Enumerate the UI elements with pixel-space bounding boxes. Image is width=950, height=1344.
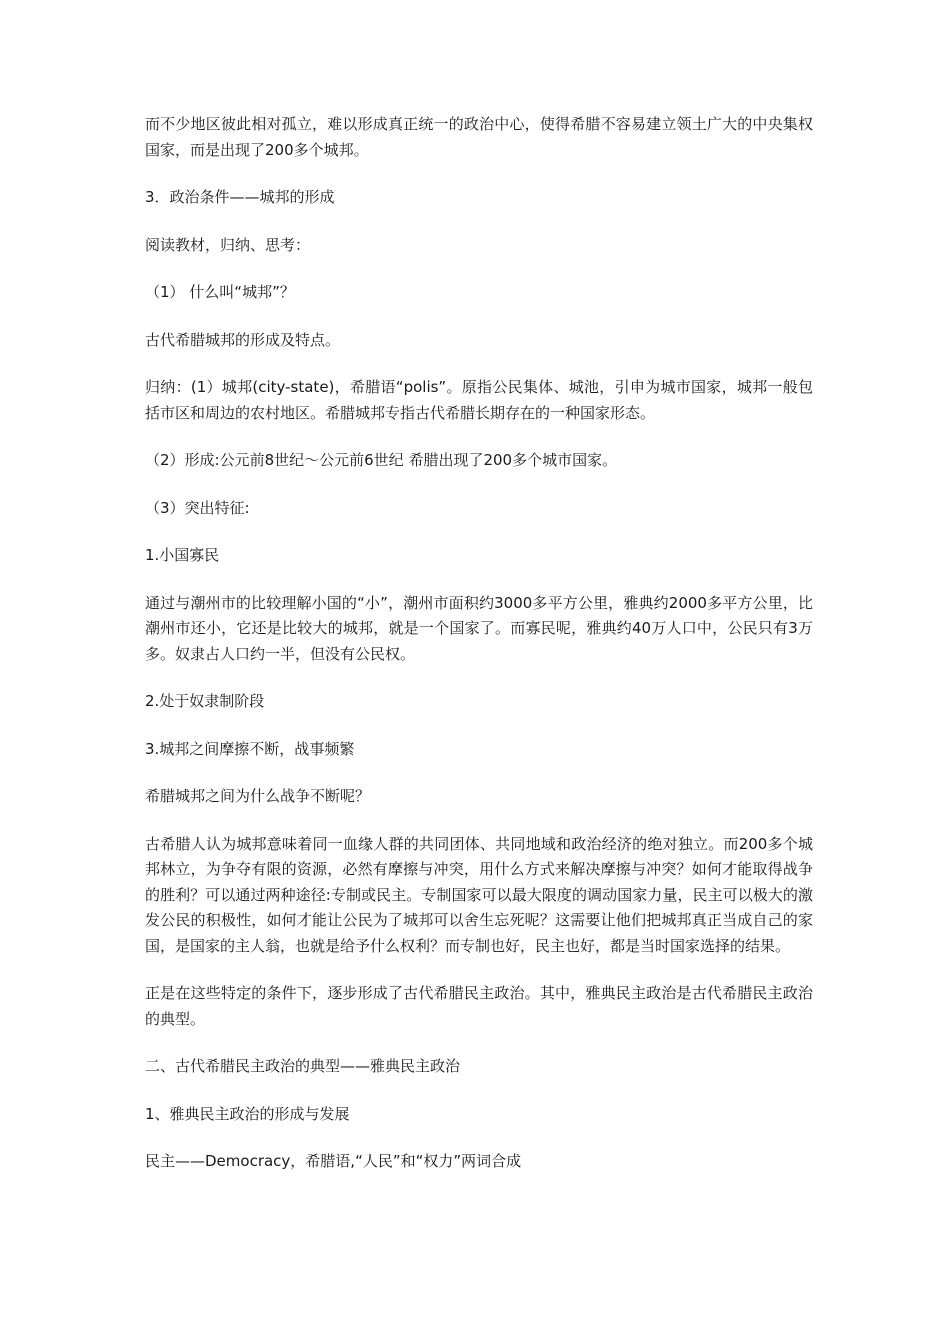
- question-what-is-city-state: （1） 什么叫“城邦”？: [145, 283, 295, 301]
- paragraph-formation-period: （2）形成:公元前8世纪～公元前6世纪 希腊出现了200多个城市国家。: [145, 451, 618, 469]
- paragraph-intro-continuation: 而不少地区彼此相对孤立，难以形成真正统一的政治中心，使得希腊不容易建立领土广大的中央集权国家，而是出现了200多个城邦。: [145, 115, 813, 159]
- paragraph-democracy-formed: 正是在这些特定的条件下，逐步形成了古代希腊民主政治。其中，雅典民主政治是古代希腊民主政治的典型。: [145, 984, 813, 1028]
- document-body: [145, 112, 813, 1197]
- feature-small-state: 1.小国寡民: [145, 546, 220, 564]
- question-why-wars: 希腊城邦之间为什么战争不断呢？: [145, 787, 371, 805]
- feature-slavery-stage: 2.处于奴隶制阶段: [145, 692, 265, 710]
- paragraph-comparison-chaozhou: 通过与潮州市的比较理解小国的“小”，潮州市面积约3000多平方公里，雅典约2000多平方公里，比潮州市还小，它还是比较大的城邦，就是一个国家了。而寡民呢，雅典约40万人口中，公民只有3万多。奴隶占人口约一半，但没有公民权。: [145, 593, 813, 663]
- paragraph-democracy-definition: 民主——Democracy，希腊语,“人民”和“权力”两词合成: [145, 1152, 522, 1170]
- subheading-formation-development: 1、雅典民主政治的形成与发展: [145, 1104, 350, 1123]
- paragraph-war-explanation: 古希腊人认为城邦意味着同一血缘人群的共同团体、共同地域和政治经济的绝对独立。而200多个城邦林立，为争夺有限的资源，必然有摩擦与冲突，用什么方式来解决摩擦与冲突？如何才能取得战争的胜利？可以通过两种途径:专制或民主。专制国家可以最大限度的调动国家力量，民主可以极大的激发公民的积极性，如何才能让公民为了城邦可以舍生忘死呢？这需要让他们把城邦真正当成自己的家国，是国家的主人翁，也就是给予什么权利？而专制也好，民主也好，都是当时国家选择的结果。: [145, 834, 813, 955]
- paragraph-key-features: （3）突出特征:: [145, 498, 250, 517]
- paragraph-summary-definition: 归纳：(1）城邦(city-state)，希腊语“polis”。原指公民集体、城池，引申为城市国家，城邦一般包括市区和周边的农村地区。希腊城邦专指古代希腊长期存在的一种国家形态。: [145, 378, 813, 422]
- heading-political-conditions: 3．政治条件——城邦的形成: [145, 188, 335, 206]
- feature-frequent-wars: 3.城邦之间摩擦不断，战事频繁: [145, 739, 355, 758]
- paragraph-formation-features: 古代希腊城邦的形成及特点。: [145, 330, 341, 349]
- paragraph-read-instruction: 阅读教材，归纳、思考：: [145, 235, 311, 254]
- heading-athenian-democracy: 二、古代希腊民主政治的典型——雅典民主政治: [145, 1057, 461, 1075]
